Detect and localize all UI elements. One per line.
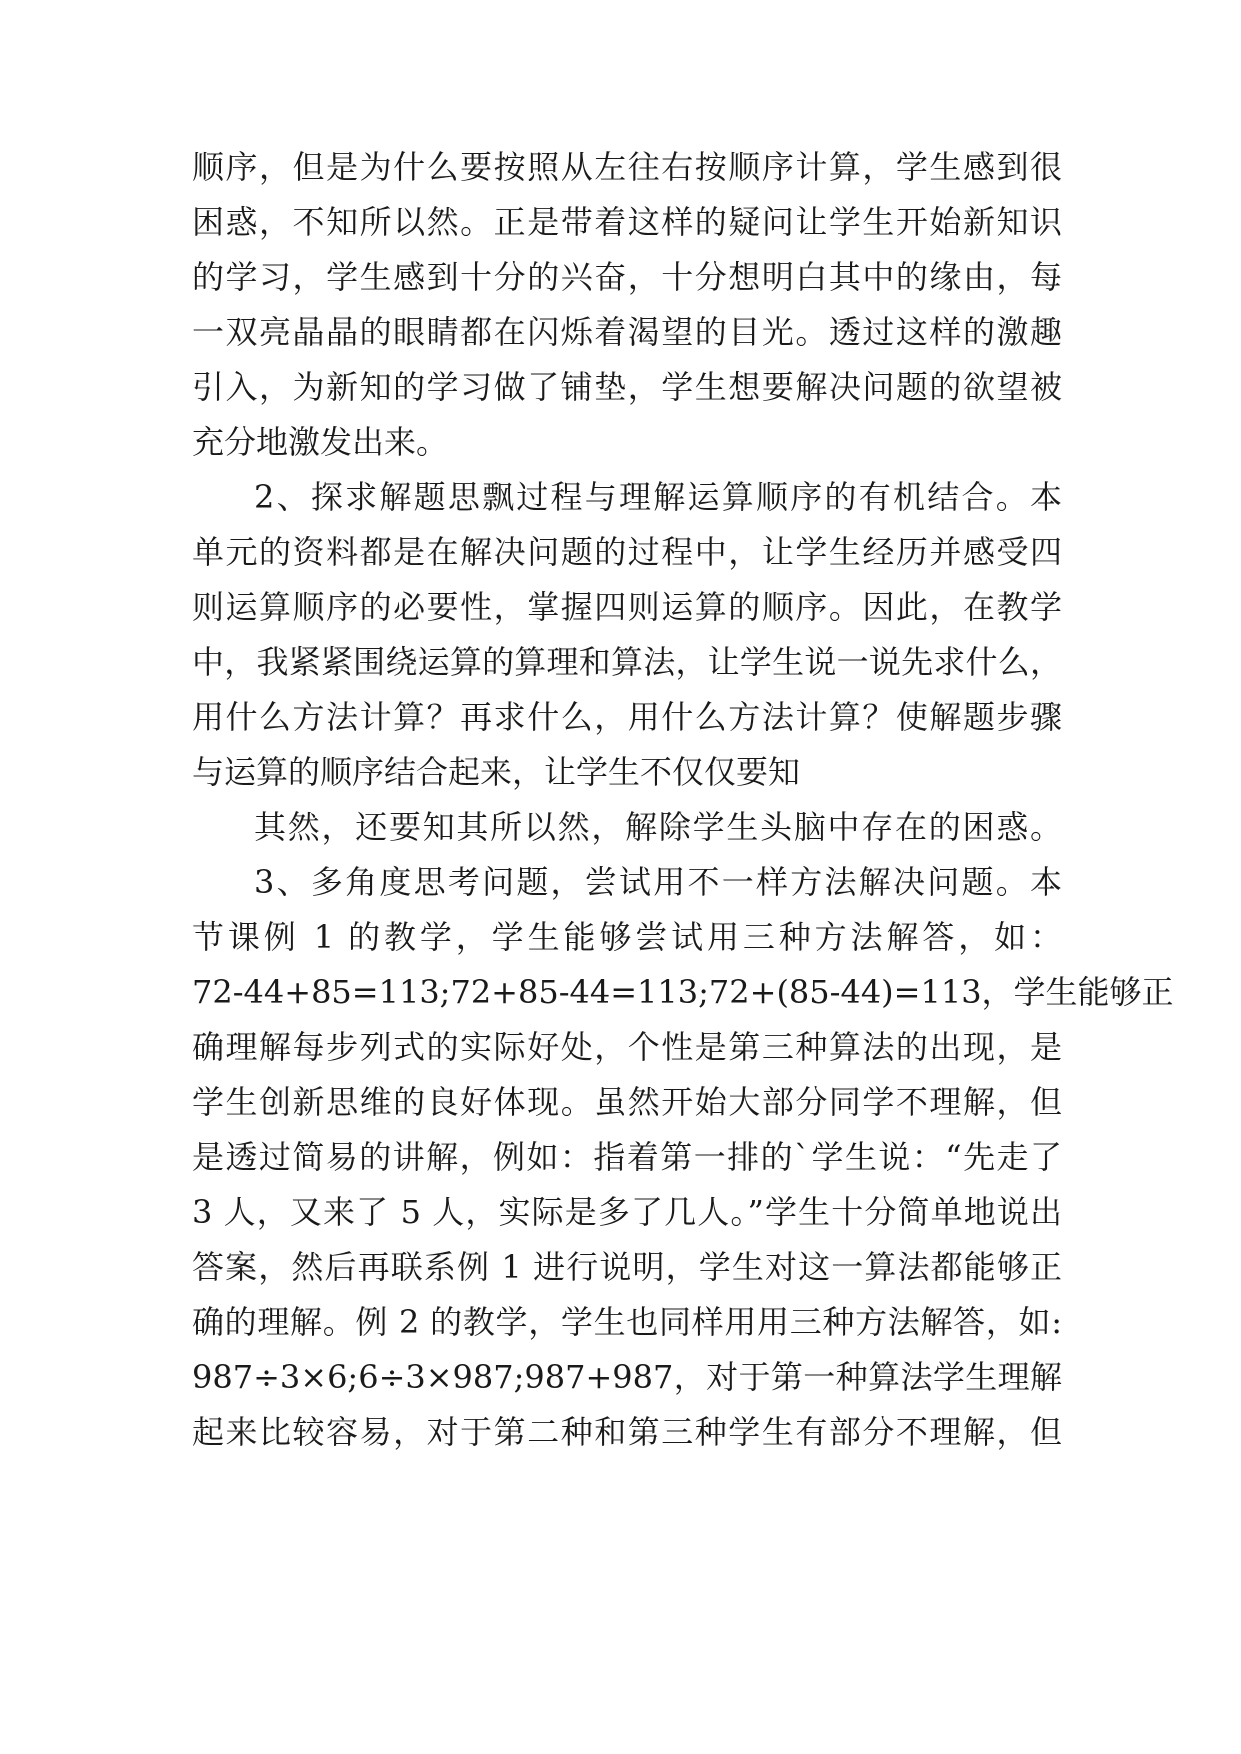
text-line: 则运算顺序的必要性，掌握四则运算的顺序。因此，在教学 — [192, 588, 1062, 626]
text-line: 72-44+85=113;72+85-44=113;72+(85-44)=113，学生能够正 — [192, 973, 1174, 1011]
text-line: 中，我紧紧围绕运算的算理和算法，让学生说一说先求什么， — [192, 643, 1062, 681]
paragraph-start-line: 3、多角度思考问题，尝试用不一样方法解决问题。本 — [254, 863, 1062, 901]
text-line: 答案，然后再联系例 1 进行说明，学生对这一算法都能够正 — [192, 1248, 1062, 1286]
paragraph-start-line: 其然，还要知其所以然，解除学生头脑中存在的困惑。 — [254, 808, 1062, 846]
text-line: 单元的资料都是在解决问题的过程中，让学生经历并感受四 — [192, 533, 1062, 571]
text-line: 节课例 1 的教学，学生能够尝试用三种方法解答，如： — [192, 918, 1062, 956]
text-line: 学生创新思维的良好体现。虽然开始大部分同学不理解，但 — [192, 1083, 1062, 1121]
text-line: 确理解每步列式的实际好处，个性是第三种算法的出现，是 — [192, 1028, 1062, 1066]
text-line: 起来比较容易，对于第二种和第三种学生有部分不理解，但 — [192, 1413, 1062, 1451]
text-line: 987÷3×6;6÷3×987;987+987，对于第一种算法学生理解 — [192, 1358, 1062, 1396]
text-line: 确的理解。例 2 的教学，学生也同样用用三种方法解答，如: — [192, 1303, 1062, 1341]
text-line: 用什么方法计算？再求什么，用什么方法计算？使解题步骤 — [192, 698, 1062, 736]
text-line: 与运算的顺序结合起来，让学生不仅仅要知 — [192, 753, 801, 791]
text-line: 3 人，又来了 5 人，实际是多了几人。”学生十分简单地说出 — [192, 1193, 1062, 1231]
text-line: 引入，为新知的学习做了铺垫，学生想要解决问题的欲望被 — [192, 368, 1062, 406]
paragraph-start-line: 2、探求解题思飘过程与理解运算顺序的有机结合。本 — [254, 478, 1062, 516]
text-line: 是透过简易的讲解，例如：指着第一排的`学生说：“先走了 — [192, 1138, 1062, 1176]
text-line: 充分地激发出来。 — [192, 423, 449, 461]
text-line: 顺序，但是为什么要按照从左往右按顺序计算，学生感到很 — [192, 148, 1062, 186]
text-line: 困惑，不知所以然。正是带着这样的疑问让学生开始新知识 — [192, 203, 1062, 241]
text-line: 的学习，学生感到十分的兴奋，十分想明白其中的缘由，每 — [192, 258, 1062, 296]
text-line: 一双亮晶晶的眼睛都在闪烁着渴望的目光。透过这样的激趣 — [192, 313, 1062, 351]
